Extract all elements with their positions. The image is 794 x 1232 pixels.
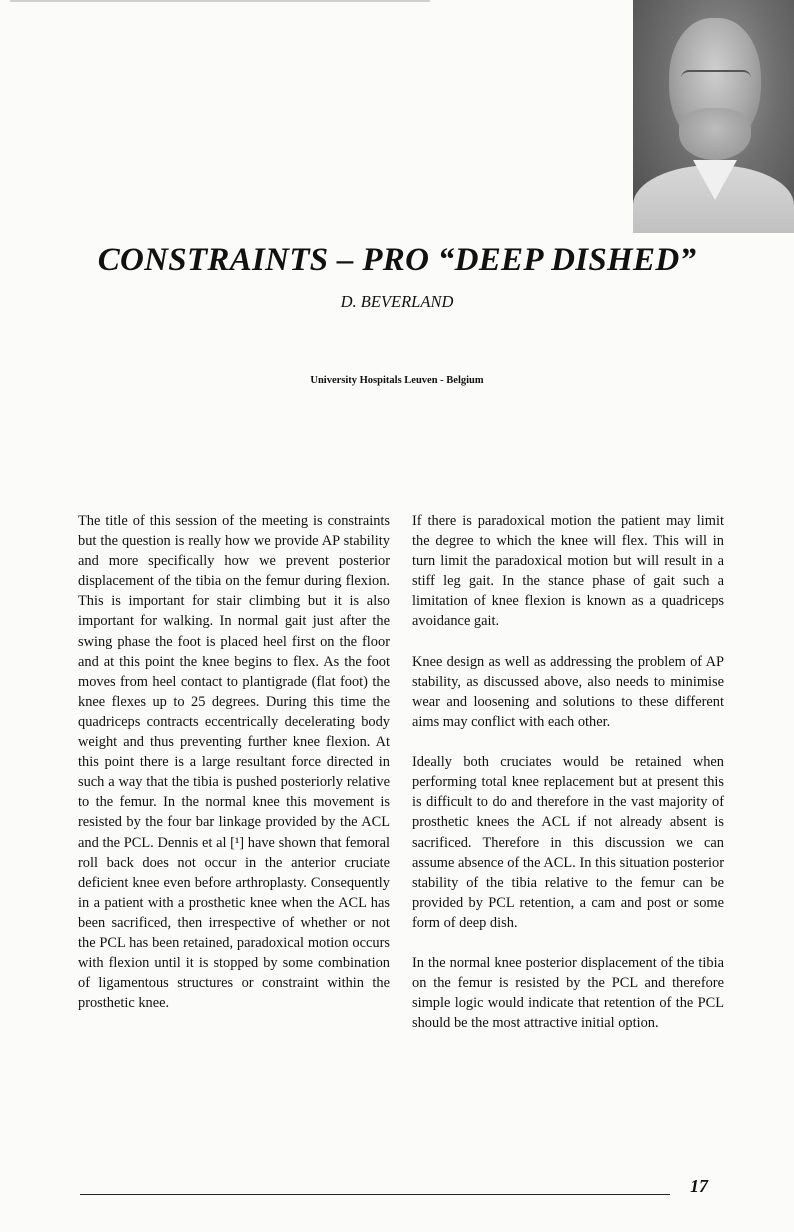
right-column xyxy=(412,511,724,1054)
author-photo-glasses xyxy=(681,70,751,90)
author-photo xyxy=(633,0,794,233)
page-number: 17 xyxy=(690,1176,708,1196)
top-rule xyxy=(10,0,430,2)
paper-title: CONSTRAINTS – PRO “DEEP DISHED” xyxy=(97,242,697,278)
footer-rule xyxy=(80,1194,670,1195)
body-paragraph: The title of this session of the meeting is constraints but the question is really how we provide AP stability and more specifically how we prevent posterior displacement of the tibia on the femur during flexion. This is important for stair climbing but it is also important for walking. In normal gait just after the swing phase the foot is placed heel first on the floor and at this point the knee begins to flex. As the foot moves from heel contact to plantigrade (flat foot) the knee flexes up to 25 degrees. During this time the quadriceps contracts eccentrically decelerating body weight and thus preventing further knee flexion. At this point there is a large resultant force directed in such a way that the tibia is pushed posteriorly relative to the femur. In the normal knee this movement is resisted by the four bar linkage provided by the ACL and the PCL. Dennis et al [¹] have shown that femoral roll back does not occur in the anterior cruciate deficient knee even before arthroplasty. Consequently in a patient with a prosthetic knee when the ACL has been sacrificed, then irrespective of whether or not the PCL has been retained, paradoxical motion occurs with flexion until it is stopped by some combination of ligamentous structures or constraint within the prosthetic knee. xyxy=(78,513,390,1012)
body-paragraph: Knee design as well as addressing the problem of AP stability, as discussed above, also needs to minimise wear and loosening and solutions to these different aims may conflict with each other. xyxy=(412,653,724,730)
body-paragraph: If there is paradoxical motion the patient may limit the degree to which the knee will flex. This will in turn limit the paradoxical motion but will result in a stiff leg gait. In the stance phase of gait such a limitation of knee flexion is known as a quadriceps avoidance gait. xyxy=(412,513,724,630)
left-column xyxy=(78,511,390,1033)
paper-author: D. BEVERLAND xyxy=(340,292,454,311)
body-paragraph: In the normal knee posterior displacement of the tibia on the femur is resisted by the PCL and therefore simple logic would indicate that retention of the PCL should be the most attractive initial option. xyxy=(412,955,724,1032)
body-paragraph: Ideally both cruciates would be retained when performing total knee replacement but at present this is difficult to do and therefore in the vast majority of prosthetic knees the ACL if not already absent is sacrificed. Therefore in this discussion we can assume absence of the ACL. In this situation posterior stability of the tibia relative to the femur can be provided by PCL retention, a cam and post or some form of deep dish. xyxy=(412,754,724,931)
author-photo-beard xyxy=(679,108,751,160)
paper-affiliation: University Hospitals Leuven - Belgium xyxy=(310,375,484,386)
